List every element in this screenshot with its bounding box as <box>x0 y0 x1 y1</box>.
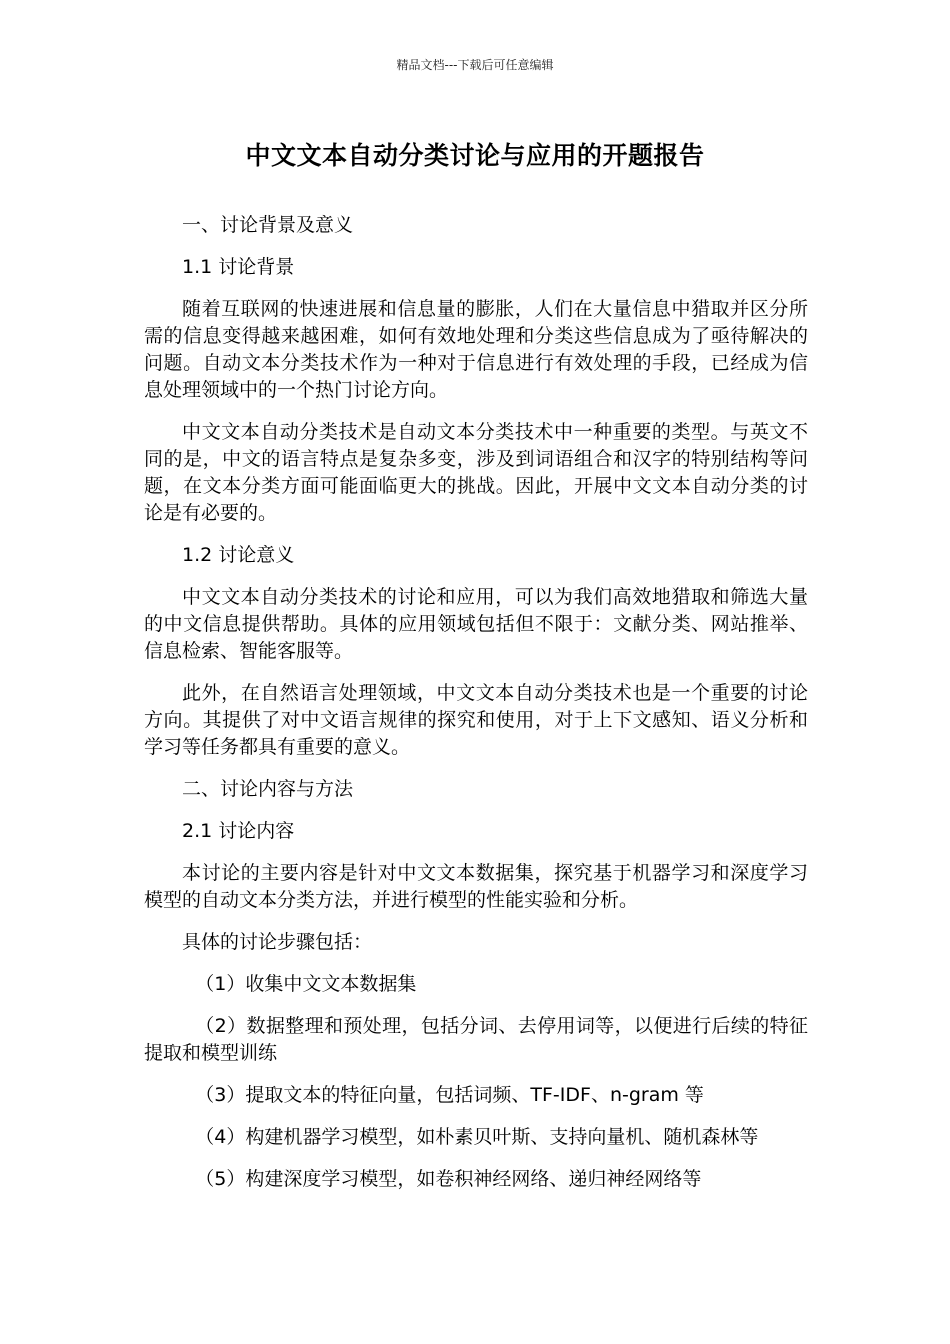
page-header: 精品文档---下载后可任意编辑 <box>396 58 554 72</box>
paragraph-significance-1: 中文文本自动分类技术的讨论和应用，可以为我们高效地猎取和筛选大量的中文信息提供帮助。具体的应用领域包括但不限于：文献分类、网站推举、信息检索、智能客服等。 <box>144 586 808 662</box>
subsection-heading-1-1: 1.1 讨论背景 <box>182 256 295 278</box>
document-title: 中文文本自动分类讨论与应用的开题报告 <box>245 141 705 170</box>
paragraph-background-1: 随着互联网的快速进展和信息量的膨胀，人们在大量信息中猎取并区分所需的信息变得越来越困难，如何有效地处理和分类这些信息成为了亟待解决的问题。自动文本分类技术作为一种对于信息进行有效处理的手段，已经成为信息处理领域中的一个热门讨论方向。 <box>144 298 808 401</box>
step-item-4: （4）构建机器学习模型，如朴素贝叶斯、支持向量机、随机森林等 <box>195 1126 759 1148</box>
subsection-heading-2-1: 2.1 讨论内容 <box>182 820 295 842</box>
paragraph-content-1: 本讨论的主要内容是针对中文文本数据集，探究基于机器学习和深度学习模型的自动文本分类方法，并进行模型的性能实验和分析。 <box>144 862 808 911</box>
subsection-heading-1-2: 1.2 讨论意义 <box>182 544 295 566</box>
step-item-5: （5）构建深度学习模型，如卷积神经网络、递归神经网络等 <box>195 1168 702 1190</box>
section-heading-1: 一、讨论背景及意义 <box>182 214 354 236</box>
paragraph-background-2: 中文文本自动分类技术是自动文本分类技术中一种重要的类型。与英文不同的是，中文的语言特点是复杂多变，涉及到词语组合和汉字的特别结构等问题，在文本分类方面可能面临更大的挑战。因此，开展中文文本自动分类的讨论是有必要的。 <box>144 421 808 524</box>
document-body <box>144 212 808 1208</box>
paragraph-significance-2: 此外，在自然语言处理领域，中文文本自动分类技术也是一个重要的讨论方向。其提供了对中文语言规律的探究和使用，对于上下文感知、语义分析和学习等任务都具有重要的意义。 <box>144 682 808 758</box>
step-item-2: （2）数据整理和预处理，包括分词、去停用词等，以便进行后续的特征提取和模型训练 <box>144 1015 808 1064</box>
step-item-1: （1）收集中文文本数据集 <box>195 973 417 995</box>
paragraph-steps-intro: 具体的讨论步骤包括： <box>182 931 373 953</box>
section-heading-2: 二、讨论内容与方法 <box>182 778 354 800</box>
step-item-3: （3）提取文本的特征向量，包括词频、TF-IDF、n-gram 等 <box>195 1084 704 1106</box>
